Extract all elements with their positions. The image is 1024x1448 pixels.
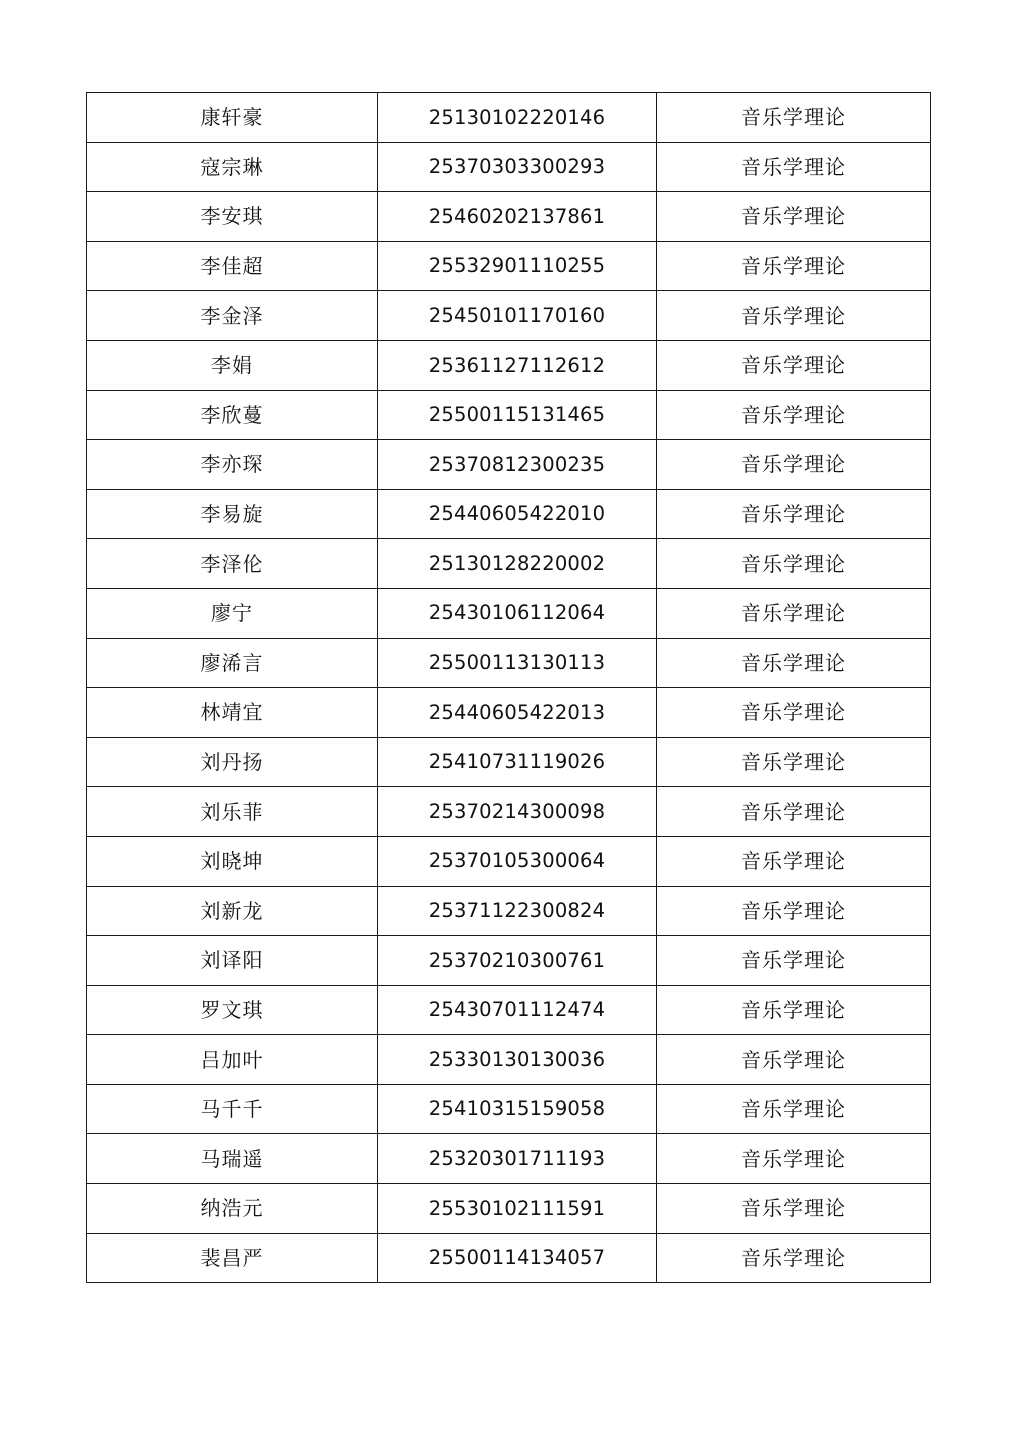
student-name-cell: 刘乐菲 xyxy=(87,787,378,837)
table-row xyxy=(87,1035,931,1085)
major-cell: 音乐学理论 xyxy=(657,142,931,192)
major-cell: 音乐学理论 xyxy=(657,638,931,688)
candidate-number-cell: 25440605422010 xyxy=(378,489,657,539)
table-body xyxy=(87,93,931,1283)
table-row xyxy=(87,1134,931,1184)
major-cell: 音乐学理论 xyxy=(657,737,931,787)
candidate-number-cell: 25500114134057 xyxy=(378,1233,657,1283)
candidate-number-cell: 25410731119026 xyxy=(378,737,657,787)
student-name-cell: 李易旋 xyxy=(87,489,378,539)
admission-list-table xyxy=(86,92,931,1283)
table-row xyxy=(87,390,931,440)
candidate-number-cell: 25370303300293 xyxy=(378,142,657,192)
table-row xyxy=(87,489,931,539)
major-cell: 音乐学理论 xyxy=(657,340,931,390)
table-row xyxy=(87,1084,931,1134)
student-name-cell: 寇宗琳 xyxy=(87,142,378,192)
candidate-number-cell: 25410315159058 xyxy=(378,1084,657,1134)
major-cell: 音乐学理论 xyxy=(657,192,931,242)
table-row xyxy=(87,340,931,390)
student-name-cell: 纳浩元 xyxy=(87,1184,378,1234)
table-row xyxy=(87,142,931,192)
candidate-number-cell: 25130102220146 xyxy=(378,93,657,143)
major-cell: 音乐学理论 xyxy=(657,1184,931,1234)
candidate-number-cell: 25320301711193 xyxy=(378,1134,657,1184)
major-cell: 音乐学理论 xyxy=(657,390,931,440)
student-name-cell: 马瑞遥 xyxy=(87,1134,378,1184)
candidate-number-cell: 25430106112064 xyxy=(378,588,657,638)
major-cell: 音乐学理论 xyxy=(657,787,931,837)
candidate-number-cell: 25430701112474 xyxy=(378,985,657,1035)
major-cell: 音乐学理论 xyxy=(657,1084,931,1134)
candidate-number-cell: 25530102111591 xyxy=(378,1184,657,1234)
student-name-cell: 李佳超 xyxy=(87,241,378,291)
table-row xyxy=(87,588,931,638)
candidate-number-cell: 25500113130113 xyxy=(378,638,657,688)
candidate-number-cell: 25532901110255 xyxy=(378,241,657,291)
candidate-number-cell: 25361127112612 xyxy=(378,340,657,390)
student-name-cell: 林靖宜 xyxy=(87,688,378,738)
table-row xyxy=(87,241,931,291)
student-name-cell: 康轩豪 xyxy=(87,93,378,143)
table-row xyxy=(87,688,931,738)
candidate-number-cell: 25440605422013 xyxy=(378,688,657,738)
candidate-number-cell: 25450101170160 xyxy=(378,291,657,341)
major-cell: 音乐学理论 xyxy=(657,1035,931,1085)
student-name-cell: 刘新龙 xyxy=(87,886,378,936)
student-name-cell: 刘丹扬 xyxy=(87,737,378,787)
major-cell: 音乐学理论 xyxy=(657,886,931,936)
student-name-cell: 李亦琛 xyxy=(87,440,378,490)
table-row xyxy=(87,192,931,242)
table-row xyxy=(87,93,931,143)
table-row xyxy=(87,638,931,688)
major-cell: 音乐学理论 xyxy=(657,836,931,886)
table-row xyxy=(87,936,931,986)
candidate-number-cell: 25130128220002 xyxy=(378,539,657,589)
table-row xyxy=(87,539,931,589)
student-name-cell: 刘译阳 xyxy=(87,936,378,986)
major-cell: 音乐学理论 xyxy=(657,936,931,986)
major-cell: 音乐学理论 xyxy=(657,440,931,490)
candidate-number-cell: 25370812300235 xyxy=(378,440,657,490)
table-row xyxy=(87,886,931,936)
student-name-cell: 廖宁 xyxy=(87,588,378,638)
candidate-number-cell: 25460202137861 xyxy=(378,192,657,242)
candidate-number-cell: 25500115131465 xyxy=(378,390,657,440)
student-name-cell: 罗文琪 xyxy=(87,985,378,1035)
major-cell: 音乐学理论 xyxy=(657,241,931,291)
student-name-cell: 廖浠言 xyxy=(87,638,378,688)
table-row xyxy=(87,787,931,837)
student-name-cell: 吕加叶 xyxy=(87,1035,378,1085)
table-row xyxy=(87,737,931,787)
major-cell: 音乐学理论 xyxy=(657,985,931,1035)
candidate-number-cell: 25370210300761 xyxy=(378,936,657,986)
table-row xyxy=(87,1184,931,1234)
major-cell: 音乐学理论 xyxy=(657,291,931,341)
student-name-cell: 李娟 xyxy=(87,340,378,390)
major-cell: 音乐学理论 xyxy=(657,93,931,143)
candidate-number-cell: 25370214300098 xyxy=(378,787,657,837)
student-name-cell: 刘晓坤 xyxy=(87,836,378,886)
major-cell: 音乐学理论 xyxy=(657,588,931,638)
major-cell: 音乐学理论 xyxy=(657,688,931,738)
student-name-cell: 李泽伦 xyxy=(87,539,378,589)
table-row xyxy=(87,836,931,886)
student-name-cell: 马千千 xyxy=(87,1084,378,1134)
table-row xyxy=(87,985,931,1035)
candidate-number-cell: 25370105300064 xyxy=(378,836,657,886)
student-name-cell: 李金泽 xyxy=(87,291,378,341)
student-name-cell: 裴昌严 xyxy=(87,1233,378,1283)
major-cell: 音乐学理论 xyxy=(657,1233,931,1283)
student-name-cell: 李欣蔓 xyxy=(87,390,378,440)
table-row xyxy=(87,1233,931,1283)
major-cell: 音乐学理论 xyxy=(657,489,931,539)
student-name-cell: 李安琪 xyxy=(87,192,378,242)
candidate-number-cell: 25371122300824 xyxy=(378,886,657,936)
major-cell: 音乐学理论 xyxy=(657,1134,931,1184)
table-row xyxy=(87,440,931,490)
major-cell: 音乐学理论 xyxy=(657,539,931,589)
candidate-number-cell: 25330130130036 xyxy=(378,1035,657,1085)
table-row xyxy=(87,291,931,341)
